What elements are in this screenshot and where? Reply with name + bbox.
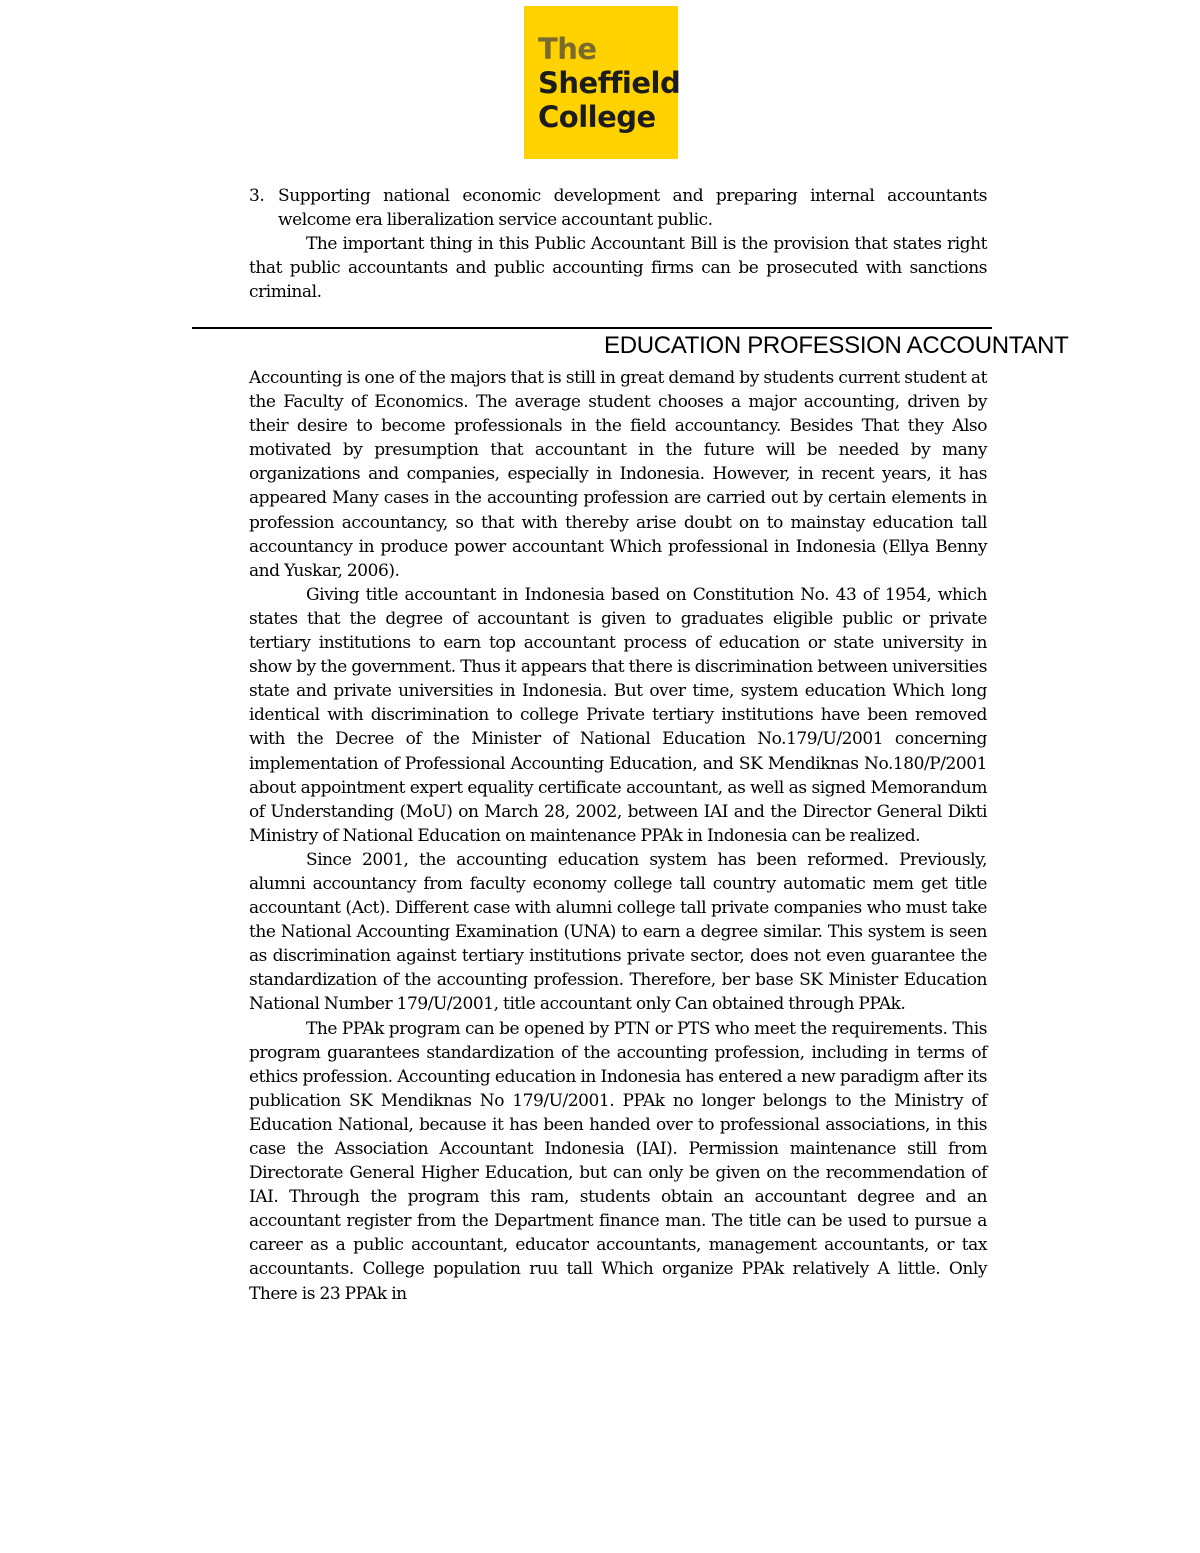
section-divider xyxy=(192,327,992,329)
intro-block xyxy=(249,184,987,304)
list-item xyxy=(249,184,987,232)
body-paragraph-1: Accounting is one of the majors that is still in great demand by students current student at the Faculty of Economics. The average student chooses a major accounting, driven by their desire to become professionals in the field accountancy. Besides That they Also motivated by presumption that accountant in the future will be needed by many organizations and companies, especially in Indonesia. However, in recent years, it has appeared Many cases in the accounting profession are carried out by certain elements in profession accountancy, so that with thereby arise doubt on to mainstay education tall accountancy in produce power accountant Which professional in Indonesia (Ellya Benny and Yuskar, 2006). xyxy=(249,368,987,581)
logo-text-sheffield: Sheffield xyxy=(538,66,681,100)
body-paragraph-4: The PPAk program can be opened by PTN or PTS who meet the requirements. This program guarantees standardization of the accounting profession, including in terms of ethics profession. Accounting education in Indonesia has entered a new paradigm after its publication SK Mendiknas No 179/U/2001. PPAk no longer belongs to the Ministry of Education National, because it has been handed over to professional associations, in this case the Association Accountant Indonesia (IAI). Permission maintenance still from Directorate General Higher Education, but can only be given on the recommendation of IAI. Through the program this ram, students obtain an accountant degree and an accountant register from the Department finance man. The title can be used to pursue a career as a public accountant, educator accountants, management accountants, or tax accountants. College population ruu tall Which organize PPAk relatively A little. Only There is 23 PPAk in xyxy=(249,1018,987,1304)
section-body xyxy=(249,366,987,1306)
body-paragraph-3: Since 2001, the accounting education system has been reformed. Previously, alumni accountancy from faculty economy college tall country automatic mem get title accountant (Act). Different case with alumni college tall private companies who must take the National Accounting Examination (UNA) to earn a degree similar. This system is seen as discrimination against tertiary institutions private sector, does not even guarantee the standardization of the accounting profession. Therefore, ber base SK Minister Education National Number 179/U/2001, title accountant only Can obtained through PPAk. xyxy=(249,849,987,1015)
sheffield-college-logo xyxy=(524,6,681,159)
intro-paragraph: The important thing in this Public Accountant Bill is the provision that states right that public accountants and public accounting firms can be prosecuted with sanctions criminal. xyxy=(249,234,987,303)
section-heading: EDUCATION PROFESSION ACCOUNTANT xyxy=(604,332,1069,359)
body-paragraph-2: Giving title accountant in Indonesia based on Constitution No. 43 of 1954, which states that the degree of accountant is given to graduates eligible public or private tertiary institutions to earn top accountant process of education or state university in show by the government. Thus it appears that there is discrimination between universities state and private universities in Indonesia. But over time, system education Which long identical with discrimination to college Private tertiary institutions have been removed with the Decree of the Minister of National Education No.179/U/2001 concerning implementation of Professional Accounting Education, and SK Mendiknas No.180/P/2001 about appointment expert equality certificate accountant, as well as signed Memorandum of Understanding (MoU) on March 28, 2002, between IAI and the Director General Dikti Ministry of National Education on maintenance PPAk in Indonesia can be realized. xyxy=(249,584,987,846)
list-item-text: Supporting national economic development and preparing internal accountants welcome era liberalization service accountant public. xyxy=(278,186,987,231)
logo-text-the: The xyxy=(538,32,597,66)
logo-text-college: College xyxy=(538,100,656,134)
list-item-number: 3. xyxy=(249,186,265,206)
